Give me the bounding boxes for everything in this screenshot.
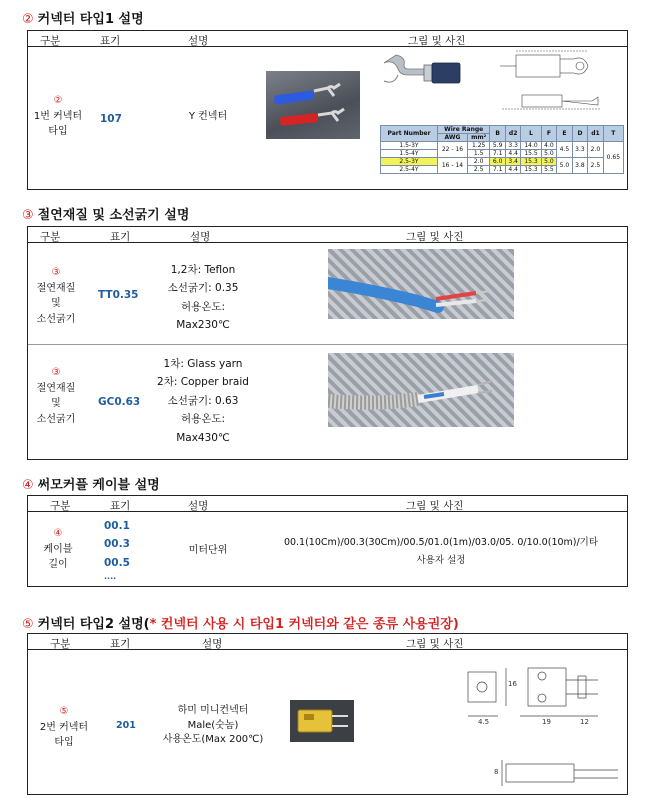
category-cell: ② 1번 커넥터 타입 [33, 95, 83, 137]
dim-height: 16 [508, 680, 517, 688]
desc-cell: Y 컨넥터 [188, 111, 228, 122]
header-code: 표기 [110, 500, 131, 512]
dim-side: 8 [494, 768, 499, 776]
glass-yarn-cable-photo [328, 353, 514, 427]
header-code: 표기 [100, 35, 121, 47]
desc-cell: 미터단위 [188, 545, 228, 556]
table-header [28, 31, 627, 47]
connector-type2-table [27, 633, 628, 795]
y-terminal-spec-table: Part Number Wire Range B d2 L F E D d1 T AWG mm² 1.5-3Y 22 - 16 1.25 5.9 3.3 14.0 4.0 4.5 3.3 2.0 0.65 1.5-4Y 1.5 7.1 4.4 15.5 5.0 2.5-3Y 16 - 14 2.0 6.0 3.4 15.3 5.0 5.0 3.8 2.5 2.5-4Y 2.5 7.1 4.4 15.3 5.5 [380, 125, 624, 174]
connector-type1-table [27, 30, 628, 190]
section-2-title: ② 커넥터 타입1 설명 [22, 12, 144, 27]
header-desc: 설명 [188, 35, 209, 47]
y-terminal-drawing [380, 53, 466, 95]
teflon-cable-photo [328, 249, 514, 319]
category-cell: ③ 절연재질 및 소선굵기 [36, 367, 76, 425]
header-category: 구분 [50, 638, 71, 650]
category-cell: ③ 절연재질 및 소선굵기 [36, 267, 76, 325]
header-image: 그림 및 사진 [408, 35, 466, 47]
spec-row: 2.5-3Y 16 - 14 2.0 6.0 3.4 15.3 5.0 5.0 3.8 2.5 [381, 158, 624, 166]
section-3-title: ③ 절연재질 및 소선굵기 설명 [22, 208, 190, 223]
header-code: 표기 [110, 638, 131, 650]
category-cell: ⑤ 2번 커넥터 타입 [39, 706, 89, 748]
y-connector-photo [266, 71, 360, 139]
y-terminal-dimension-drawing [492, 49, 612, 121]
dim-a: 4.5 [478, 718, 490, 726]
insulation-table [27, 226, 628, 460]
mini-connector-photo [290, 700, 354, 742]
header-category: 구분 [50, 500, 71, 512]
dim-b: 19 [542, 718, 551, 726]
code-107: 107 [100, 113, 122, 125]
spec-row: 1.5-4Y 1.5 7.1 4.4 15.5 5.0 [381, 150, 624, 158]
code-tt035: TT0.35 [98, 289, 139, 301]
spec-row: 1.5-3Y 22 - 16 1.25 5.9 3.3 14.0 4.0 4.5 3.3 2.0 0.65 [381, 142, 624, 150]
header-desc: 설명 [202, 638, 223, 650]
header-category: 구분 [40, 231, 61, 243]
header-code: 표기 [110, 231, 131, 243]
length-options: 00.1(10Cm)/00.3(30Cm)/00.5/01.0(1m)/03.0/05. 0/10.0(10m)/기타 사용자 설정 [283, 537, 599, 567]
category-cell: ④ 케이블 길이 [43, 528, 73, 570]
header-category: 구분 [40, 35, 61, 47]
dim-c: 12 [580, 718, 589, 726]
row-separator [28, 344, 627, 345]
cable-length-table [27, 495, 628, 587]
mini-connector-dimension-drawing [458, 658, 628, 792]
table-header [28, 634, 627, 650]
header-image: 그림 및 사진 [406, 500, 464, 512]
desc-cell: 1차: Glass yarn 2차: Copper braid 소선굵기: 0.63 허용온도: Max430℃ [157, 358, 249, 444]
length-codes: 00.1 00.3 00.5 .... [104, 520, 130, 582]
section-4-title: ④ 써모커플 케이블 설명 [22, 478, 160, 493]
spec-row: 2.5-4Y 2.5 7.1 4.4 15.3 5.5 [381, 166, 624, 174]
table-header [28, 227, 627, 243]
code-201: 201 [116, 720, 136, 731]
table-header [28, 496, 627, 512]
header-image: 그림 및 사진 [406, 231, 464, 243]
code-gc063: GC0.63 [98, 396, 141, 408]
header-desc: 설명 [190, 231, 211, 243]
header-image: 그림 및 사진 [406, 638, 464, 650]
desc-cell: 1,2차: Teflon 소선굵기: 0.35 허용온도: Max230℃ [167, 264, 239, 332]
desc-cell: 하미 미니컨넥터 Male(숫놈) 사용온도(Max 200℃) [162, 705, 264, 745]
section-5-title: ⑤ 커넥터 타입2 설명(* 컨넥터 사용 시 타입1 커넥터와 같은 종류 사용권장) [22, 617, 459, 632]
header-desc: 설명 [188, 500, 209, 512]
